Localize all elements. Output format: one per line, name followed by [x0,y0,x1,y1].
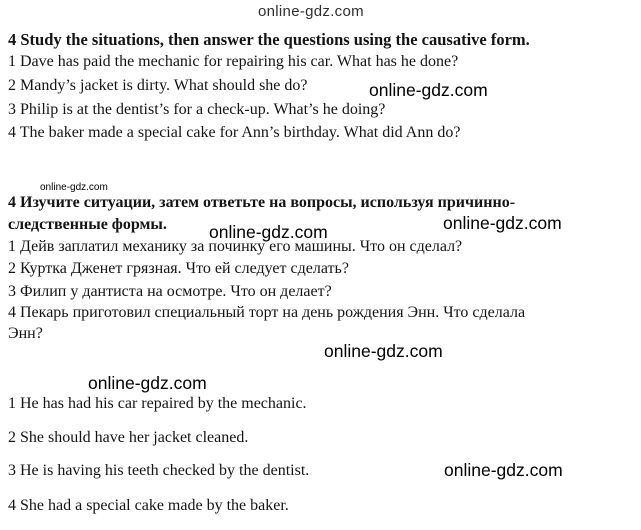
watermark-small: online-gdz.com [40,182,108,193]
watermark: online-gdz.com [444,460,563,480]
answer-3: 3 He is having his teeth checked by the dentist. [8,462,310,479]
answer-1: 1 He has had his car repaired by the mechanic. [8,395,307,412]
watermark: online-gdz.com [369,80,488,100]
watermark: online-gdz.com [209,222,328,242]
russian-heading-line-2: следственные формы. [8,216,167,233]
english-item-3: 3 Philip is at the dentist’s for a check-up. What’s he doing? [8,101,386,118]
english-item-4: 4 The baker made a special cake for Ann’s birthday. What did Ann do? [8,124,461,141]
answer-4: 4 She had a special cake made by the baker. [8,497,289,514]
watermark: online-gdz.com [443,213,562,233]
watermark: online-gdz.com [324,341,443,361]
watermark: online-gdz.com [88,373,207,393]
english-item-2: 2 Mandy’s jacket is dirty. What should she do? [8,77,308,94]
russian-heading-line-1: 4 Изучите ситуации, затем ответьте на вопросы, используя причинно- [8,194,516,211]
watermark-top: online-gdz.com [258,3,364,20]
russian-item-3: 3 Филип у дантиста на осмотре. Что он делает? [8,283,332,300]
answer-2: 2 She should have her jacket cleaned. [8,429,249,446]
russian-item-4-continued: Энн? [8,325,43,342]
english-heading: 4 Study the situations, then answer the questions using the causative form. [8,30,530,49]
english-item-1: 1 Dave has paid the mechanic for repairing his car. What has he done? [8,53,459,70]
russian-item-2: 2 Куртка Дженет грязная. Что ей следует сделать? [8,260,349,277]
russian-item-4: 4 Пекарь приготовил специальный торт на день рождения Энн. Что сделала [8,304,526,321]
russian-item-1: 1 Дейв заплатил механику за починку его машины. Что он сделал? [8,238,463,255]
